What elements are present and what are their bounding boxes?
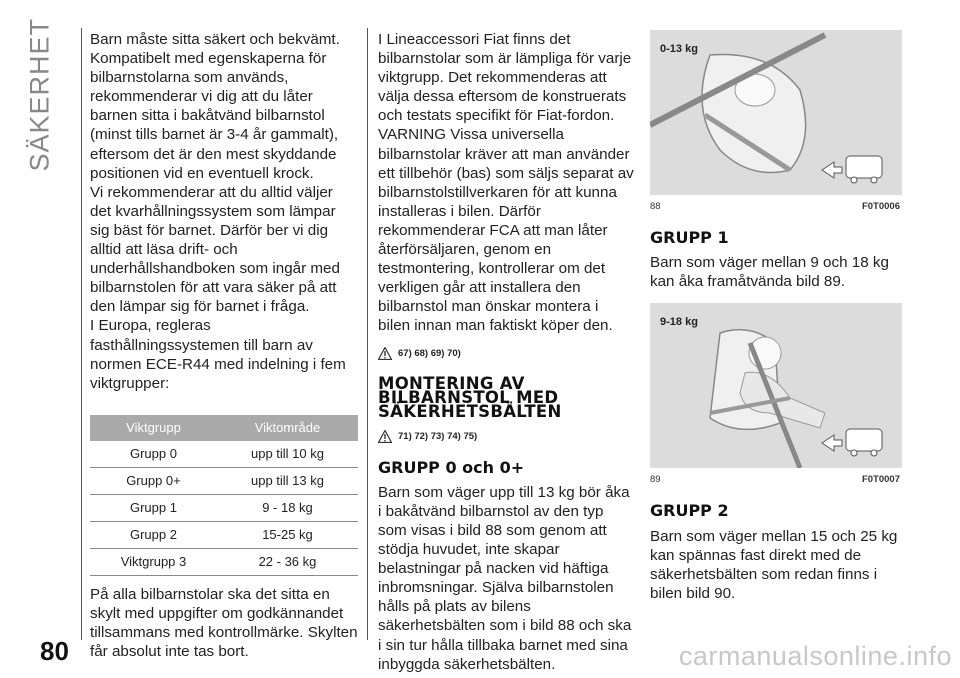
figure-weight-label: 9-18 kg [660, 316, 698, 329]
intro-paragraph-1: Barn måste sitta säkert och bekvämt. Kompatibelt med egenskaperna för bilbarnstolarna som används, rekommenderar vi dig att du låter barnen sitta i bakåtvänd bilbarnstol (minst tills barnet är 3-4 år gammalt), eftersom det är den mest skyddande positionen vid en eventuell krock. [90, 31, 340, 182]
column-divider [367, 28, 368, 640]
section-heading: MONTERING AV BILBARNSTOL MED SÄKERHETSBÄLTEN [378, 373, 562, 421]
group-1-heading: GRUPP 1 [650, 228, 729, 248]
group-2-paragraph: Barn som väger mellan 15 och 25 kg kan spännas fast direkt med de säkerhetsbälten som redan finns i bilen bild 90. [650, 527, 898, 602]
figure-89-child-seat-forward [650, 303, 902, 468]
warning-triangle-icon [378, 430, 392, 443]
table-row [90, 467, 358, 494]
table-cell: Viktgrupp 3 [90, 548, 217, 575]
table-cell: Grupp 0+ [90, 467, 217, 494]
section-title: SÄKERHET [24, 17, 55, 172]
vehicle-icon [846, 429, 882, 456]
direction-arrow-icon [822, 162, 842, 178]
watermark: carmanualsonline.info [678, 641, 952, 671]
warning-refs: 67) 68) 69) 70) [398, 347, 461, 359]
figure-weight-label: 0-13 kg [660, 43, 698, 55]
table-cell: 22 - 36 kg [217, 548, 358, 575]
figure-code: F0T0007 [861, 474, 900, 486]
figure-code: F0T0006 [861, 201, 900, 212]
group-1-paragraph: Barn som väger mellan 9 och 18 kg kan åka framåtvända bild 89. [650, 254, 889, 291]
rear-facing-seat-illustration [650, 30, 902, 195]
figure-number: 89 [650, 474, 661, 486]
table-cell: Grupp 0 [90, 441, 217, 468]
table-header: Viktområde [217, 415, 358, 441]
table-cell: 15-25 kg [217, 521, 358, 548]
intro-paragraph-2: Vi rekommenderar att du alltid väljer det kvarhållningssystem som lämpar sig bäst för barnet. Därför ber vi dig alltid att läsa drift- och underhållshandboken som ingår med bilbarnstolen för att vara säker på att den lämpar sig för barnet i fråga. [90, 183, 340, 316]
figure-caption [650, 197, 900, 216]
table-cell: Grupp 1 [90, 494, 217, 521]
figure-caption [650, 470, 900, 489]
group-0-paragraph: Barn som väger upp till 13 kg bör åka i bakåtvänd bilbarnstol av den typ som visas i bild 88 som genom att stödja huvudet, inte skapar belastningar på nacken vid häftiga inbromsningar. Själva bilbarnstolen hålls på plats av bilens säkerhetsbälten som i bild 88 och ska i sin tur hålla tillbaka barnet med sina inbyggda säkerhetsbälten. [378, 483, 632, 673]
figure-88-child-seat-rearward [650, 30, 902, 195]
table-row [90, 548, 358, 575]
column-3 [650, 30, 900, 603]
accessories-paragraph: I Lineaccessori Fiat finns det bilbarnstolar som är lämpliga för varje viktgrupp. Det rekommenderas att välja dessa eftersom de konstruerats och testats specifikt för Fiat-fordon. VARNING Vissa universella bilbarnstolar kräver att man använder ett tillbehör (bas) som säljs separat av bilbarnstolstillverkaren för att kunna installeras i bilen. Därför rekommenderar FCA att man låter återförsäljaren, genom en testmontering, kontrollerar om det verkligen går att installera den bilbarnstol man önskar montera i bilen innan man faktiskt köper den. [378, 31, 634, 335]
group-0-heading: GRUPP 0 och 0+ [378, 457, 525, 477]
approval-label-paragraph: På alla bilbarnstolar ska det sitta en skylt med uppgifter om godkännandet tillsammans med kontrollmärke. Skylten får absolut inte tas bort. [90, 585, 358, 661]
page-number: 80 [40, 636, 69, 666]
column-2 [378, 30, 634, 674]
forward-facing-seat-illustration [650, 303, 902, 468]
table-header: Viktgrupp [90, 415, 217, 441]
warning-refs: 71) 72) 73) 74) 75) [398, 430, 478, 442]
warning-reference-2 [378, 427, 634, 446]
direction-arrow-icon [822, 435, 842, 451]
table-cell: 9 - 18 kg [217, 494, 358, 521]
figure-number: 88 [650, 201, 661, 212]
section-side-tab [18, 17, 62, 192]
intro-paragraph-3: I Europa, regleras fasthållningssystemen till barn av normen ECE-R44 med indelning i fem viktgrupper: [90, 317, 346, 392]
vehicle-icon [846, 156, 882, 183]
warning-triangle-icon [378, 347, 392, 360]
warning-reference-1 [378, 344, 634, 363]
table-row [90, 494, 358, 521]
weight-group-table [90, 415, 358, 576]
table-cell: upp till 10 kg [217, 441, 358, 468]
table-cell: upp till 13 kg [217, 467, 358, 494]
table-cell: Grupp 2 [90, 521, 217, 548]
column-1 [90, 30, 358, 661]
group-2-heading: GRUPP 2 [650, 501, 729, 521]
table-header-row [90, 415, 358, 441]
table-row [90, 521, 358, 548]
margin-divider [81, 28, 82, 640]
table-row [90, 441, 358, 468]
